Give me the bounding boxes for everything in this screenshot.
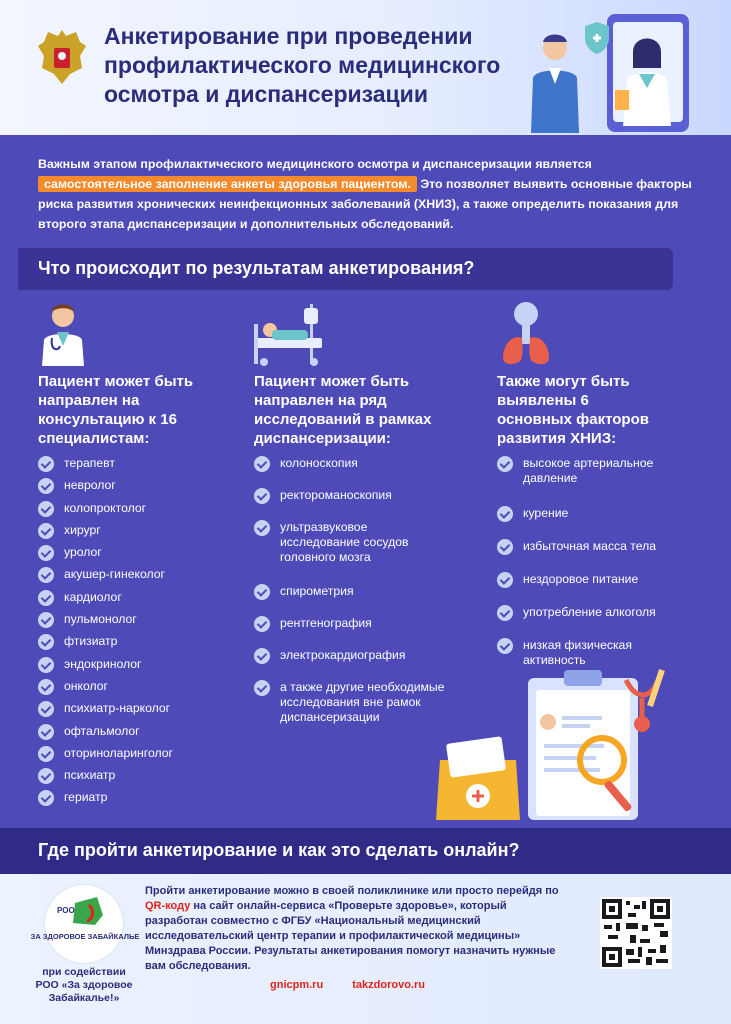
list-item: хирург — [38, 523, 238, 545]
clipboard-illustration — [436, 660, 686, 826]
list-item: фтизиатр — [38, 634, 238, 656]
org-logo — [30, 884, 140, 964]
list-item: уролог — [38, 545, 238, 567]
org-logo-graphic — [30, 885, 140, 965]
check-icon — [497, 572, 513, 588]
check-icon — [254, 616, 270, 632]
check-icon — [38, 634, 54, 650]
list-item: пульмонолог — [38, 612, 238, 634]
risk-factors-heading: Также могут быть выявлены 6 основных факторов развития ХНИЗ: — [497, 373, 649, 447]
list-item: онколог — [38, 679, 238, 701]
list-item: рентгенография — [254, 616, 474, 648]
check-icon — [254, 488, 270, 504]
list-item: а также другие необходимые исследования вне рамок диспансеризации — [254, 680, 454, 730]
check-icon — [38, 790, 54, 806]
intro-paragraph — [38, 154, 708, 234]
list-item: кардиолог — [38, 590, 238, 612]
list-item: оториноларинголог — [38, 746, 238, 768]
check-icon — [38, 523, 54, 539]
list-item: невролог — [38, 478, 238, 500]
list-item: электрокардиография — [254, 648, 474, 680]
header — [0, 0, 731, 135]
footer — [0, 874, 731, 1024]
footer-links — [270, 979, 451, 991]
check-icon — [38, 657, 54, 673]
org-logo-top: РОО — [57, 906, 75, 915]
check-icon — [38, 590, 54, 606]
section-results-bar — [18, 248, 673, 290]
list-item: высокое артериальное давление — [497, 456, 682, 506]
check-icon — [497, 506, 513, 522]
check-icon — [38, 679, 54, 695]
check-icon — [254, 520, 270, 536]
check-icon — [38, 567, 54, 583]
list-item: колоноскопия — [254, 456, 474, 488]
qr-word: QR-коду — [145, 900, 191, 912]
check-icon — [38, 746, 54, 762]
link-takzdorovo[interactable]: takzdorovo.ru — [352, 979, 425, 991]
list-item: курение — [497, 506, 712, 539]
doctor-icon — [38, 298, 88, 366]
russian-emblem-icon — [36, 26, 88, 88]
list-item: спирометрия — [254, 584, 474, 616]
check-icon — [497, 605, 513, 621]
risk-factors-list — [497, 456, 712, 674]
check-icon — [254, 456, 270, 472]
list-item: психиатр-нарколог — [38, 701, 238, 723]
list-item: колопроктолог — [38, 501, 238, 523]
specialists-heading: Пациент может быть направлен на консультацию к 16 специалистам: — [38, 373, 194, 447]
list-item: низкая физическая активность — [497, 638, 667, 674]
check-icon — [38, 701, 54, 717]
risk-factors-column — [497, 372, 712, 674]
intro-highlight: самостоятельное заполнение анкеты здоровья пациентом. — [38, 176, 417, 192]
check-icon — [38, 768, 54, 784]
list-item: акушер-гинеколог — [38, 567, 238, 589]
list-item: терапевт — [38, 456, 238, 478]
list-item: офтальмолог — [38, 724, 238, 746]
list-item: эндокринолог — [38, 657, 238, 679]
check-icon — [38, 612, 54, 628]
check-icon — [254, 584, 270, 600]
section-online-title: Где пройти анкетирование и как это сделать онлайн? — [38, 840, 520, 860]
org-logo-main: ЗА ЗДОРОВОЕ ЗАБАЙКАЛЬЕ — [30, 932, 140, 941]
qr-code[interactable] — [600, 897, 672, 969]
list-item: нездоровое питание — [497, 572, 712, 605]
check-icon — [38, 478, 54, 494]
check-icon — [497, 539, 513, 555]
list-item: употребление алкоголя — [497, 605, 712, 638]
link-gnicpm[interactable]: gnicpm.ru — [270, 979, 324, 991]
doctors-illustration — [515, 8, 725, 133]
list-item: ректороманоскопия — [254, 488, 474, 520]
examinations-heading: Пациент может быть направлен на ряд исследований в рамках диспансеризации: — [254, 373, 432, 447]
check-icon — [38, 501, 54, 517]
check-icon — [497, 638, 513, 654]
specialists-column — [38, 372, 238, 813]
check-icon — [254, 648, 270, 664]
check-icon — [38, 724, 54, 740]
list-item: психиатр — [38, 768, 238, 790]
list-item: гериатр — [38, 790, 238, 812]
logo-caption: при содействии РОО «За здоровое Забайкалье!» — [35, 966, 133, 1004]
list-item: избыточная масса тела — [497, 539, 712, 572]
page-title: Анкетирование при проведении профилактического медицинского осмотра и диспансеризации — [104, 23, 501, 107]
check-icon — [254, 680, 270, 696]
intro-text-1: Важным этапом профилактического медицинского осмотра и диспансеризации является — [38, 157, 592, 171]
lungs-icon — [497, 298, 555, 368]
section-online-bar — [0, 828, 731, 874]
check-icon — [38, 456, 54, 472]
check-icon — [497, 456, 513, 472]
footer-text: Пройти анкетирование можно в своей поликлинике или просто перейдя по QR-коду на сайт онлайн-сервиса «Проверьте здоровье», который разработан совместно с ФГБУ «Национальный медицинский исследовательский центр терапии и профилактической медицины» Минздрава России. Результаты анкетирования помогут назначить нужные вам обследования. — [145, 885, 559, 972]
intro-text-2: Это позволяет выявить основные факторы риска развития хронических неинфекционных заболеваний (ХНИЗ), а также определить показания для второго этапа диспансеризации и дополнительных обследований. — [38, 177, 692, 231]
section-results-title: Что происходит по результатам анкетирования? — [38, 258, 475, 278]
check-icon — [38, 545, 54, 561]
hospital-bed-icon — [252, 302, 328, 368]
specialists-list — [38, 456, 238, 813]
list-item: ультразвуковое исследование сосудов головного мозга — [254, 520, 444, 584]
